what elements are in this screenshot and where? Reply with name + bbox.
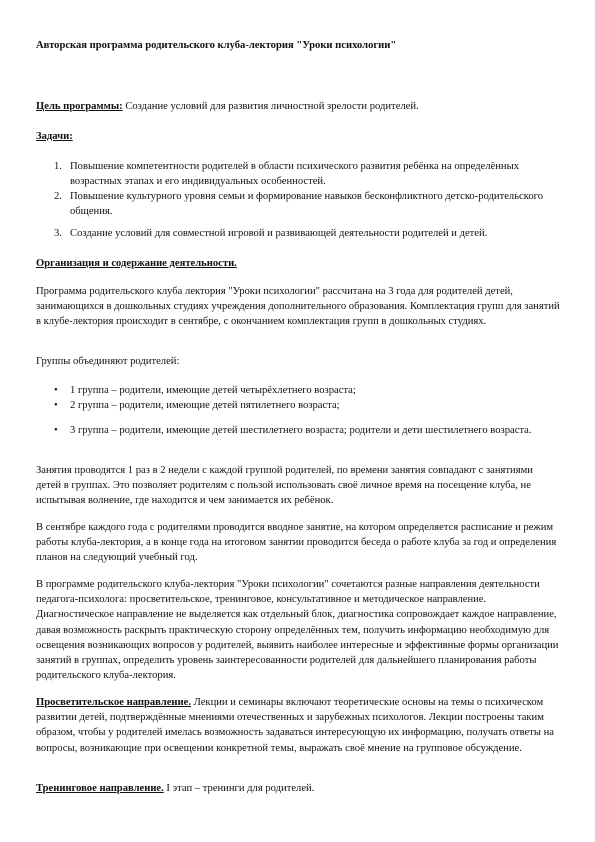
task-text: Создание условий для совместной игровой и развивающей деятельности родителей и детей. [70,228,488,239]
goal-text: Создание условий для развития личностной зрелости родителей. [122,101,419,112]
task-text: Повышение компетентности родителей в области психического развития ребёнка на определённых возрастных этапах и его индивидуальных особенностей. [70,161,519,188]
task-item-1 [54,159,554,189]
document-title: Авторская программа родительского клуба-лектория "Уроки психологии" [36,40,397,51]
task-number: 2. [54,191,62,202]
group-item-3 [54,423,554,438]
bullet-icon: • [54,400,58,411]
training-paragraph [36,781,560,796]
educational-text: Лекции и семинары включают теоретические основы на темы о психическом развитии детей, подтверждённые мнениями отечественных и зарубежных психологов. Лекции построены таким образом, чтобы у родителей имелась возможность задаваться интересующую их информацию, получать ответы на вопросы, возникающие при освещении конкретной темы, выражать своё мнение на групповое обсуждение. [36,697,554,754]
group-text: 2 группа – родители, имеющие детей пятилетнего возраста; [70,400,340,411]
goal-paragraph [36,99,560,114]
directions-paragraph: В программе родительского клуба-лектория "Уроки психологии" сочетаются разные направления деятельности педагога-психолога: просветительское, тренинговое, консультативное и методическое направление. Диагностическое направление не выделяется как отдельный блок, диагностика сопровождает каждое направление, давая возможность раскрыть практическую сторону определённых тем, получить информацию необходимую для освещения возникающих вопросов у родителей, выявить наиболее интересные и эффективные формы организации занятий в группах, определить уровень заинтересованности родителей для дальнейшего планирования работы родительского клуба-лектория. [36,579,559,682]
schedule-paragraph: Занятия проводятся 1 раз в 2 недели с каждой группой родителей, по времени занятия совпадают с занятиями детей в группах. Это позволяет родителям с пользой использовать своё личное время на посещение клуба, не испытывая волнение, где находится и чем занимается их ребёнок. [36,465,533,507]
organization-heading: Организация и содержание деятельности. [36,258,237,269]
task-item-2 [54,189,554,219]
educational-paragraph [36,695,560,756]
organization-paragraph: Программа родительского клуба лектория "Уроки психологии" рассчитана на 3 года для родителей детей, занимающихся в дошкольных студиях учреждения дополнительного образования. Комплектация групп для занятий в клубе-лектория происходит в сентябре, с окончанием комплектация групп в дошкольных студиях. [36,286,560,328]
task-text: Повышение культурного уровня семьи и формирование навыков бесконфликтного детско-родительского общения. [70,191,544,218]
tasks-heading: Задачи: [36,131,73,142]
task-number: 3. [54,228,62,239]
group-item-2 [54,398,554,413]
september-paragraph: В сентябре каждого года с родителями проводится вводное занятие, на котором определяется расписание и режим работы клуба-лектория, а в конце года на итоговом занятии проводится беседа о работе клуба за год и определения планов на следующий учебный год. [36,522,557,564]
groups-intro: Группы объединяют родителей: [36,356,180,367]
group-item-1 [54,383,554,398]
group-text: 3 группа – родители, имеющие детей шестилетнего возраста; родители и дети шестилетнего возраста. [70,425,532,436]
bullet-icon: • [54,425,58,436]
goal-label: Цель программы: [36,101,123,112]
training-text: I этап – тренинги для родителей. [163,783,315,794]
educational-label: Просветительское направление. [36,697,191,708]
group-text: 1 группа – родители, имеющие детей четырёхлетнего возраста; [70,385,356,396]
training-label: Тренинговое направление. [36,783,164,794]
task-number: 1. [54,161,62,172]
bullet-icon: • [54,385,58,396]
task-item-3 [54,226,554,241]
